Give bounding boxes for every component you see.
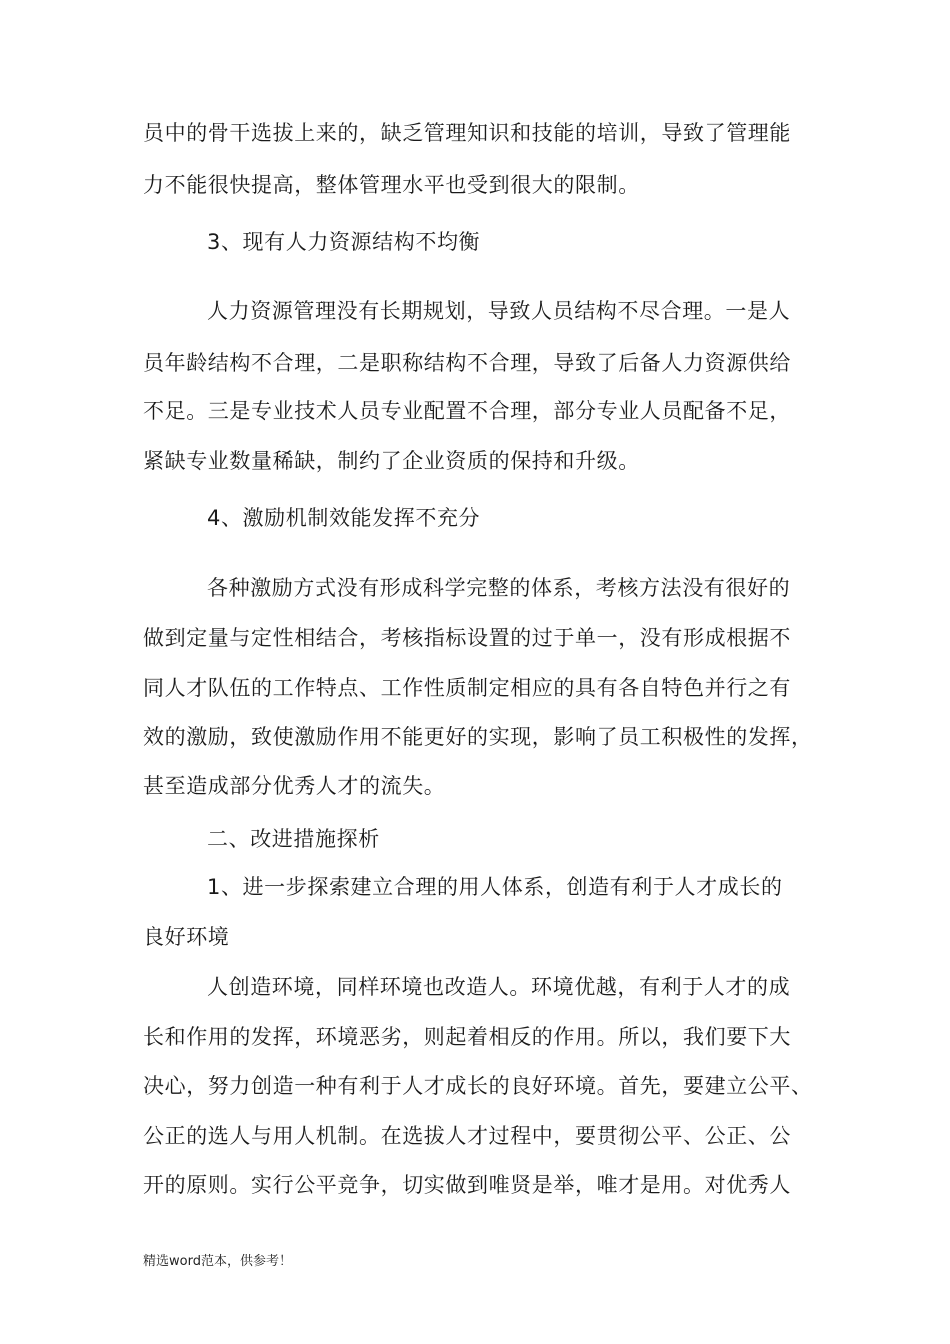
text-line: 甚至造成部分优秀人才的流失。	[143, 774, 446, 798]
section-heading: 4、激励机制效能发挥不充分	[207, 506, 481, 530]
text-line: 人创造环境，同样环境也改造人。环境优越，有利于人才的成	[207, 975, 791, 999]
text-line: 力不能很快提高，整体管理水平也受到很大的限制。	[143, 173, 640, 197]
text-line: 员中的骨干选拔上来的，缺乏管理知识和技能的培训，导致了管理能	[143, 121, 791, 145]
text-line: 各种激励方式没有形成科学完整的体系，考核方法没有很好的	[207, 576, 791, 600]
page-footer: 精选word范本，供参考！	[143, 1254, 292, 1269]
text-line: 同人才队伍的工作特点、工作性质制定相应的具有各自特色并行之有	[143, 676, 791, 700]
text-line: 效的激励，致使激励作用不能更好的实现，影响了员工积极性的发挥，	[143, 725, 813, 749]
text-line: 决心，努力创造一种有利于人才成长的良好环境。首先，要建立公平、	[143, 1074, 813, 1098]
text-line: 人力资源管理没有长期规划，导致人员结构不尽合理。一是人	[207, 299, 791, 323]
text-line: 开的原则。实行公平竞争，切实做到唯贤是举，唯才是用。对优秀人	[143, 1173, 791, 1197]
text-line: 做到定量与定性相结合，考核指标设置的过于单一，没有形成根据不	[143, 626, 791, 650]
text-line: 不足。三是专业技术人员专业配置不合理，部分专业人员配备不足，	[143, 399, 791, 423]
subsection-heading: 1、进一步探索建立合理的用人体系，创造有利于人才成长的	[207, 875, 783, 899]
section-heading: 二、改进措施探析	[207, 827, 380, 851]
text-line: 员年龄结构不合理，二是职称结构不合理，导致了后备人力资源供给	[143, 351, 791, 375]
section-heading: 3、现有人力资源结构不均衡	[207, 230, 481, 254]
text-line: 长和作用的发挥，环境恶劣，则起着相反的作用。所以，我们要下大	[143, 1025, 791, 1049]
subsection-heading-continued: 良好环境	[143, 925, 230, 949]
text-line: 公正的选人与用人机制。在选拔人才过程中，要贯彻公平、公正、公	[143, 1124, 791, 1148]
text-line: 紧缺专业数量稀缺，制约了企业资质的保持和升级。	[143, 449, 640, 473]
